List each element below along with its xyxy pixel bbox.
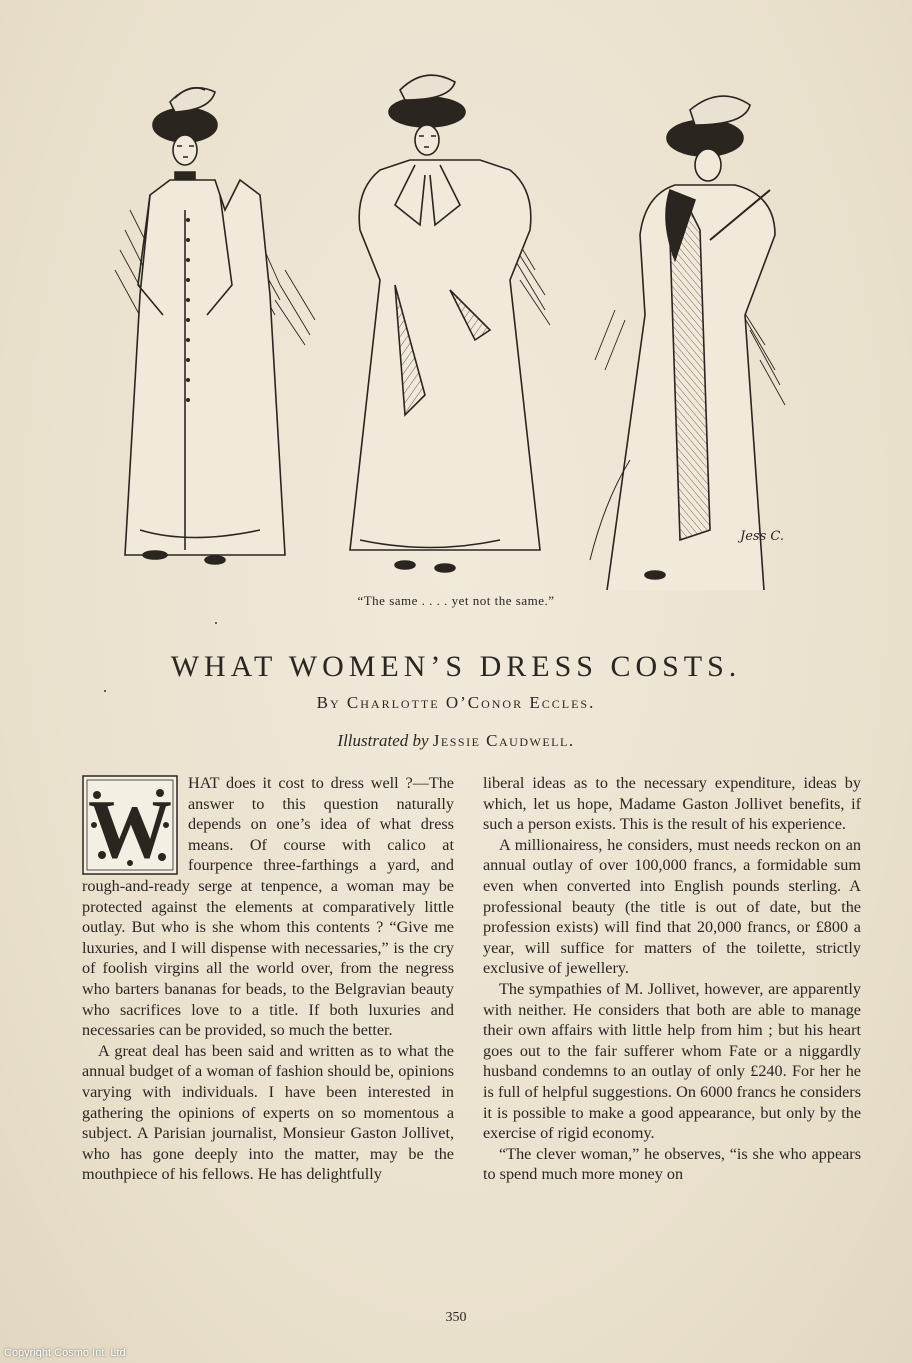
right-paragraph-1: liberal ideas as to the necessary expenditure, ideas by which, let us hope, Madame Gaston Jollivet benefits, if such a person exists. This is the result of his experience.	[483, 774, 861, 834]
figure-left	[115, 88, 285, 564]
illustrator-name: Jessie Caudwell.	[432, 731, 575, 750]
article-byline: By Charlotte O’Conor Eccles.	[316, 693, 596, 712]
artist-signature: Jess C.	[740, 529, 784, 544]
svg-text:W: W	[88, 783, 172, 875]
left-paragraph-2: A great deal has been said and written as to what the annual budget of a woman of fashion should be, opinions varying with individuals. I have been interested in gathering the opinions of experts on so momentous a subject. A Parisian journalist, Monsieur Gaston Jollivet, who has gone deeply into the matter, may be the mouthpiece of his fellows. He has delightfully	[82, 1041, 454, 1184]
print-speck	[215, 622, 217, 624]
left-paragraph-1: HAT does it cost to dress well ?—The answer to this question naturally depends on one’s idea of what dress means. Of course with calico at fourpence three-farthings a yard, and rough-and-ready serge at tenpence, a woman may be protected against the elements at comparatively little outlay. But who is she whom this contents ? “Give me luxuries, and I will dispense with necessaries,” is the cry of foolish virgins all the world over, from the negress who barters bananas for beads, to the Belgravian beauty who sacrifices love to a title. If both luxuries and necessaries can be provided, so much the better.	[82, 774, 454, 1040]
article-title: WHAT WOMEN’S DRESS COSTS.	[170, 650, 742, 683]
right-paragraph-3: The sympathies of M. Jollivet, however, are apparently with neither. He considers that both are able to manage their own affairs with little help from him ; but his heart goes out to the fair sufferer whom Fate or a niggardly husband condemns to an outlay of only £240. For her he is full of helpful suggestions. On 6000 francs he considers it is possible to make a good appearance, but only by the exercise of rigid economy.	[483, 979, 861, 1143]
dropcap-w	[82, 775, 178, 875]
illustrator-credit	[0, 731, 912, 751]
fashion-illustration	[110, 60, 810, 590]
copyright-watermark: Copyright Cosmo Int. Ltd	[4, 1347, 126, 1359]
right-paragraph-2: A millionairess, he considers, must needs reckon on an annual outlay of over 100,000 francs, a formidable sum even when converted into English pounds sterling. A professional beauty (the title is out of date, but the profession exists) will find that 20,000 francs, or £800 a year, will suffice for matters of the toilette, strictly exclusive of jewellery.	[483, 835, 861, 978]
figure-center	[275, 75, 550, 572]
illustrated-prefix: Illustrated by	[337, 731, 429, 750]
left-column	[82, 773, 454, 1185]
illustration-caption: “The same . . . . yet not the same.”	[357, 593, 555, 608]
page-number: 350	[445, 1310, 467, 1325]
print-speck	[104, 690, 106, 692]
right-column	[483, 773, 861, 1185]
right-paragraph-4: “The clever woman,” he observes, “is she who appears to spend much more money on	[483, 1144, 861, 1184]
figure-right	[590, 96, 785, 590]
